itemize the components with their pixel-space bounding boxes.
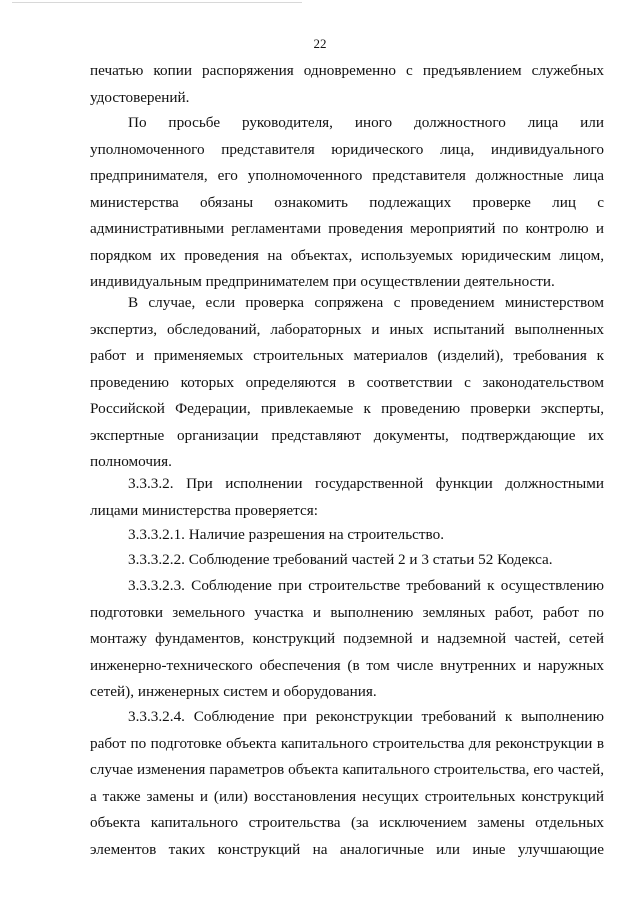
paragraph-3-3-3-2: [90, 471, 604, 524]
paragraph-3-3-3-2-1: [90, 522, 604, 549]
page-number: 22: [313, 36, 327, 51]
text-line: случае изменения параметров объекта капитального строительства, его частей,: [90, 761, 604, 778]
text-line: административными регламентами проведения мероприятий по контролю и: [90, 220, 604, 237]
text-line: 3.3.3.2.1. Наличие разрешения на строительство.: [128, 526, 445, 543]
text-line: подготовки земельного участка и выполнению земляных работ, работ по: [90, 603, 604, 621]
text-line: Российской Федерации, привлекаемые к проведению проверки эксперты,: [90, 400, 604, 417]
text-line: лицами министерства проверяется:: [90, 501, 318, 519]
text-line: удостоверений.: [90, 88, 190, 106]
text-line: порядком их проведения на объектах, используемых юридическим лицом,: [90, 246, 604, 264]
text-line: По просьбе руководителя, иного должностного лица или: [128, 114, 604, 131]
text-line: предпринимателя, его уполномоченного представителя должностные лица: [90, 167, 604, 184]
text-line: экспертные организации представляют документы, подтверждающие их: [90, 426, 604, 444]
text-line: а также замены и (или) восстановления несущих строительных конструкций: [90, 787, 604, 805]
text-line: работ по подготовке объекта капитального строительства для реконструкции в: [90, 734, 604, 752]
paragraph-continuation: [90, 58, 604, 111]
text-line: индивидуальным предпринимателем при осуществлении деятельности.: [90, 273, 555, 290]
text-line: объекта капитального строительства (за исключением замены отдельных: [90, 814, 604, 831]
text-line: 3.3.3.2.4. Соблюдение при реконструкции требований к выполнению: [128, 708, 604, 725]
paragraph-3-3-3-2-4: [90, 704, 604, 863]
paragraph-familiarization: [90, 110, 604, 296]
text-line: экспертиз, обследований, лабораторных и иных испытаний выполненных: [90, 320, 604, 338]
text-line: проведению которых определяются в соответствии с законодательством: [90, 373, 604, 391]
paragraph-3-3-3-2-2: [90, 547, 604, 574]
paragraph-expertise: [90, 290, 604, 476]
text-line: 3.3.3.2.3. Соблюдение при строительстве требований к осуществлению: [128, 577, 604, 594]
text-line: 3.3.3.2.2. Соблюдение требований частей 2 и 3 статьи 52 Кодекса.: [128, 551, 553, 568]
paragraph-3-3-3-2-3: [90, 573, 604, 706]
text-line: министерства обязаны ознакомить подлежащих проверке лиц с: [90, 193, 604, 211]
top-divider: [12, 2, 302, 3]
text-line: полномочия.: [90, 453, 172, 470]
text-line: сетей), инженерных систем и оборудования.: [90, 683, 377, 700]
text-line: работ и применяемых строительных материалов (изделий), требования к: [90, 347, 604, 364]
text-line: 3.3.3.2. При исполнении государственной функции должностными: [128, 475, 604, 492]
text-line: печатью копии распоряжения одновременно с предъявлением служебных: [90, 62, 604, 79]
text-line: инженерно-технического обеспечения (в том числе внутренних и наружных: [90, 656, 604, 674]
text-line: монтажу фундаментов, конструкций подземной и надземной частей, сетей: [90, 630, 604, 647]
text-line: В случае, если проверка сопряжена с проведением министерством: [128, 294, 604, 311]
text-line: элементов таких конструкций на аналогичные или иные улучшающие: [90, 840, 604, 858]
text-line: уполномоченного представителя юридического лица, индивидуального: [90, 140, 604, 158]
